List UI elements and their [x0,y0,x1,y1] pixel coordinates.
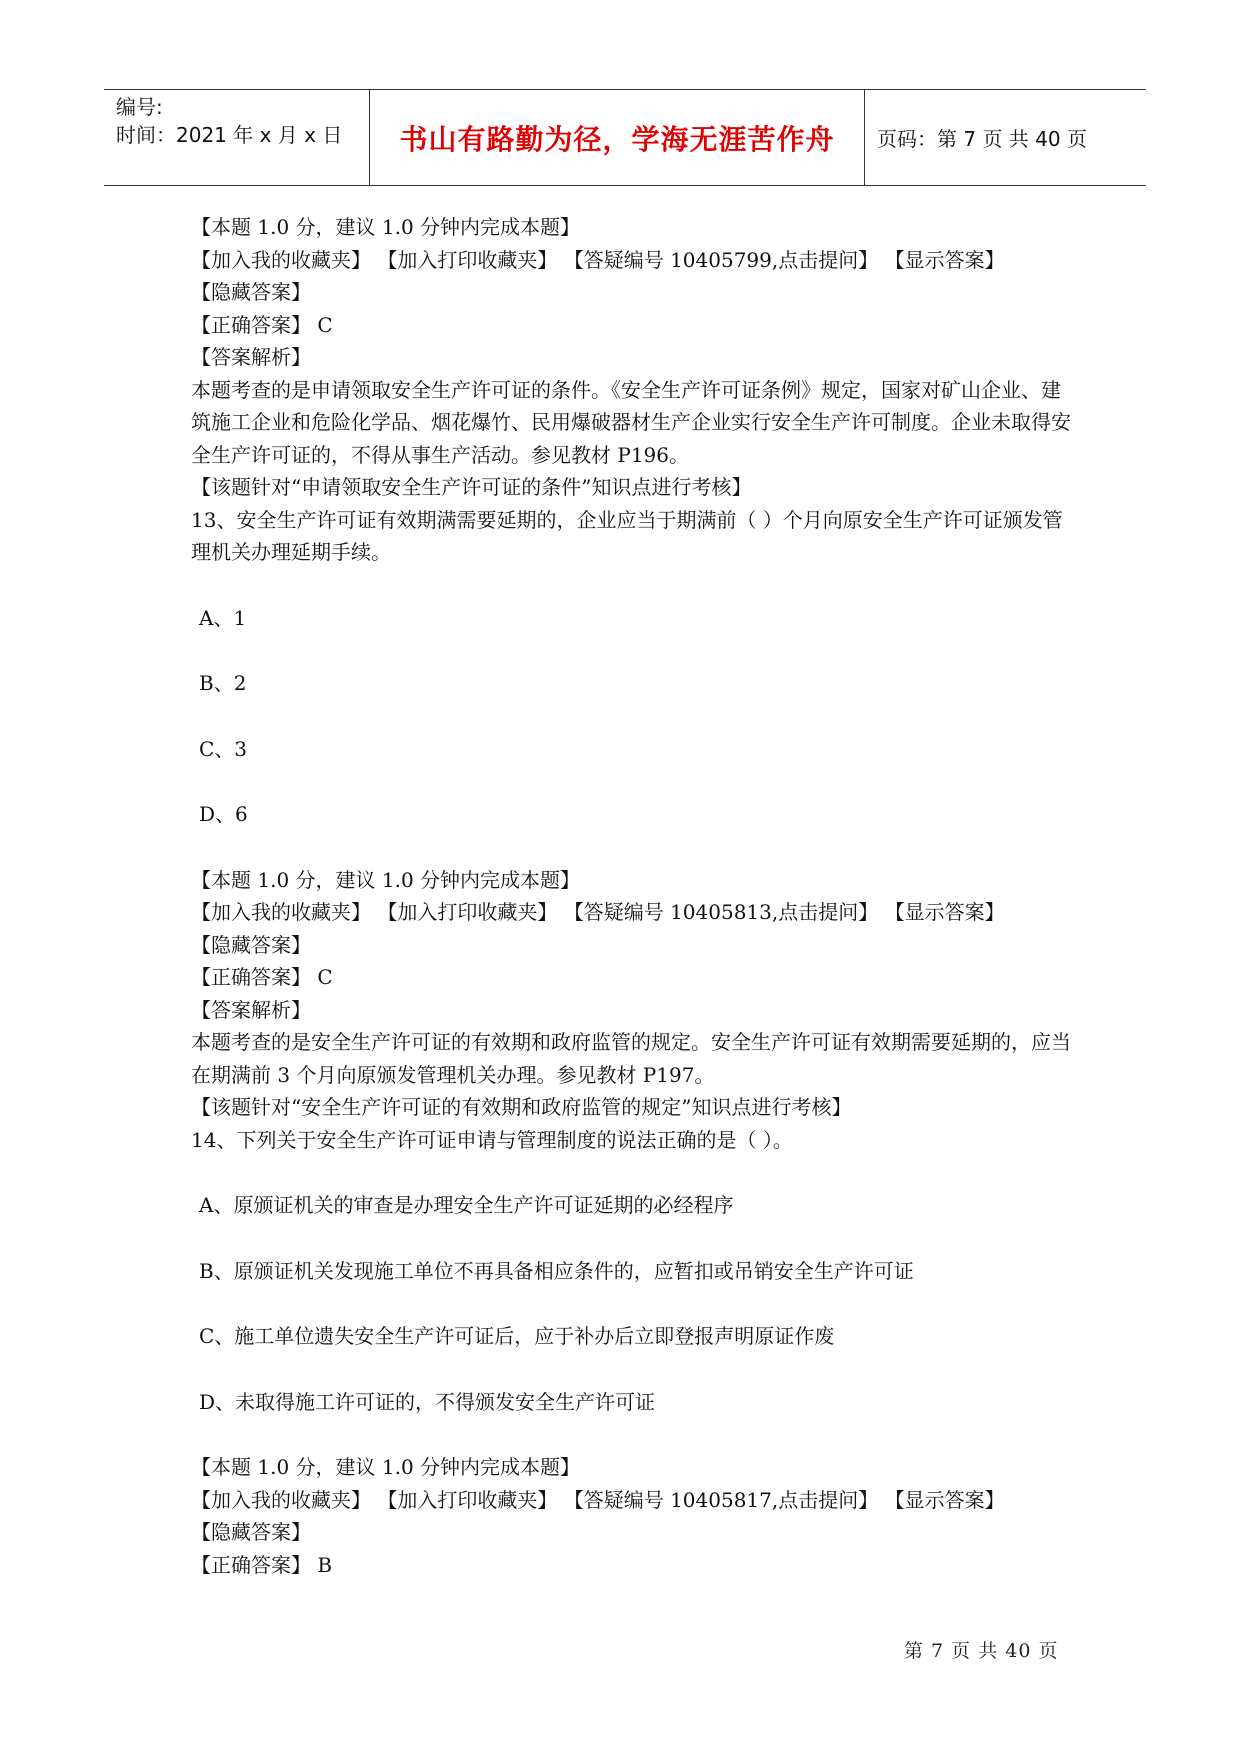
question-14-option-b[interactable]: B、原颁证机关发现施工单位不再具备相应条件的，应暂扣或吊销安全生产许可证 [199,1258,914,1283]
correct-answer: 【正确答案】 C [191,312,333,337]
hide-answer-link[interactable]: 【隐藏答案】 [191,1520,311,1544]
document-time-label: 时间：2021 年 x 月 x 日 [116,123,343,147]
answer-analysis-title: 【答案解析】 [191,997,311,1022]
question-14-option-c[interactable]: C、施工单位遗失安全生产许可证后，应于补办后立即登报声明原证作废 [199,1324,835,1348]
question-meta: 【本题 1.0 分，建议 1.0 分钟内完成本题】 [191,1455,581,1479]
question-13-option-a[interactable]: A、1 [199,605,247,630]
answer-analysis: 本题考查的是安全生产许可证的有效期和政府监管的规定。安全生产许可证有效期需要延期的，应当在期满前 3 个月向原颁发管理机关办理。参见教材 P197。 [191,1030,1071,1087]
document-body [191,211,1071,1581]
knowledge-point: 【该题针对“安全生产许可证的有效期和政府监管的规定”知识点进行考核】 [191,1095,852,1119]
document-number-label: 编号: [116,95,163,119]
knowledge-point: 【该题针对“申请领取安全生产许可证的条件”知识点进行考核】 [191,475,752,499]
question-13-text: 13、安全生产许可证有效期满需要延期的，企业应当于期满前（ ）个月向原安全生产许可证颁发管理机关办理延期手续。 [191,507,1063,564]
question-actions[interactable]: 【加入我的收藏夹】 【加入打印收藏夹】 【答疑编号 10405817,点击提问】 【显示答案】 [191,1487,1005,1512]
answer-analysis-title: 【答案解析】 [191,345,311,369]
question-13-option-d[interactable]: D、6 [199,802,248,826]
header-info-cell [104,90,370,185]
header-page-cell [865,90,1146,185]
answer-analysis: 本题考查的是申请领取安全生产许可证的条件。《安全生产许可证条例》规定，国家对矿山企业、建筑施工企业和危险化学品、烟花爆竹、民用爆破器材生产企业实行安全生产许可制度。企业未取得安全生产许可证的，不得从事生产活动。参见教材 P196。 [191,377,1071,467]
header-motto-cell [370,90,865,185]
page-header [104,89,1146,186]
question-14-text: 14、下列关于安全生产许可证申请与管理制度的说法正确的是（ ）。 [191,1127,793,1152]
question-meta: 【本题 1.0 分，建议 1.0 分钟内完成本题】 [191,867,581,892]
correct-answer: 【正确答案】 B [191,1552,333,1577]
page-footer: 第 7 页 共 40 页 [904,1640,1059,1662]
question-14-option-a[interactable]: A、原颁证机关的审查是办理安全生产许可证延期的必经程序 [199,1193,734,1217]
question-14-option-d[interactable]: D、未取得施工许可证的，不得颁发安全生产许可证 [199,1389,656,1414]
header-motto: 书山有路勤为径，学海无涯苦作舟 [399,122,835,156]
correct-answer: 【正确答案】 C [191,965,333,989]
header-page-label: 页码：第 7 页 共 40 页 [877,127,1087,151]
hide-answer-link[interactable]: 【隐藏答案】 [191,280,311,304]
question-13-option-c[interactable]: C、3 [199,736,248,761]
question-actions[interactable]: 【加入我的收藏夹】 【加入打印收藏夹】 【答疑编号 10405813,点击提问】 【显示答案】 [191,900,1005,924]
question-meta: 【本题 1.0 分，建议 1.0 分钟内完成本题】 [191,215,581,239]
question-actions[interactable]: 【加入我的收藏夹】 【加入打印收藏夹】 【答疑编号 10405799,点击提问】 【显示答案】 [191,247,1005,272]
hide-answer-link[interactable]: 【隐藏答案】 [191,932,311,957]
question-13-option-b[interactable]: B、2 [199,671,247,695]
